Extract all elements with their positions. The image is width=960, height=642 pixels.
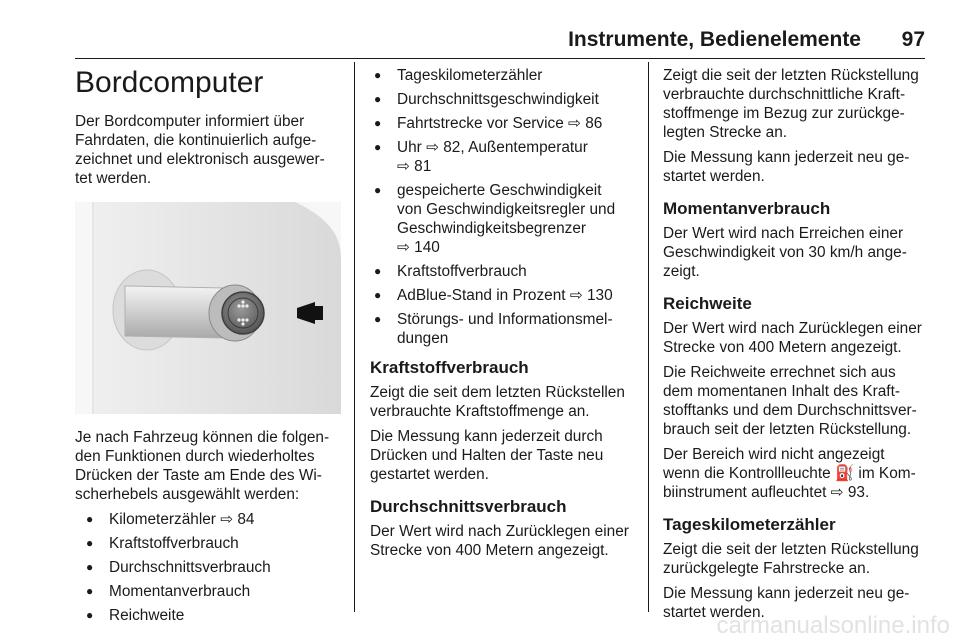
wiper-lever-drawing [75, 202, 341, 414]
paragraph: Der Wert wird nach Zurücklegen einer Strecke von 400 Metern angezeigt. [370, 523, 629, 559]
list-item: ● Tageskilometerzähler [370, 66, 640, 85]
column-divider [648, 62, 649, 612]
list-item: ● Reichweite [75, 606, 343, 625]
list-item: ● Störungs- und Informationsmel- dungen [370, 310, 640, 348]
header-title: Instrumente, Bedienelemente [568, 28, 861, 51]
subsection-heading: Tageskilometerzähler [663, 515, 836, 534]
column-1 [75, 66, 343, 634]
list-item: ● AdBlue-Stand in Prozent ⇨ 130 [370, 286, 640, 305]
list-item: ● Momentanverbrauch [75, 582, 343, 601]
paragraph: Der Wert wird nach Erreichen einer Geschwindigkeit von 30 km/h ange- zeigt. [663, 225, 907, 280]
list-item: ● Uhr ⇨ 82, Außentemperatur ⇨ 81 [370, 138, 640, 176]
list-item: ● Kraftstoffverbrauch [75, 534, 343, 553]
paragraph: Die Reichweite errechnet sich aus dem momentanen Inhalt des Kraft- stofftanks und dem Durchschnittsver- brauch seit der letzten Rückstellung. [663, 364, 917, 438]
function-list [75, 510, 343, 625]
paragraph: Zeigt die seit dem letzten Rückstellen verbrauchte Kraftstoffmenge an. [370, 384, 625, 420]
wiper-lever-illustration [75, 202, 341, 414]
paragraph: Die Messung kann jederzeit neu ge- startet werden. [663, 585, 910, 621]
column-divider [354, 62, 355, 612]
column-2 [370, 66, 640, 566]
paragraph: Zeigt die seit der letzten Rückstellung verbrauchte durchschnittliche Kraft- stoffmenge im Bezug zur zurückge- legten Strecke an. [663, 67, 919, 141]
paragraph: Der Bereich wird nicht angezeigt wenn die Kontrollleuchte ⛽ im Kom- biinstrument aufleuchtet ⇨ 93. [663, 446, 916, 501]
paragraph: Zeigt die seit der letzten Rückstellung zurückgelegte Fahrstrecke an. [663, 541, 919, 577]
paragraph: Die Messung kann jederzeit durch Drücken und Halten der Taste neu gestartet werden. [370, 428, 604, 483]
subsection-heading: Momentanverbrauch [663, 199, 831, 218]
section-heading: Bordcomputer [75, 66, 264, 99]
page-number: 97 [901, 28, 925, 51]
page-header [75, 26, 925, 60]
list-item: ● Fahrtstrecke vor Service ⇨ 86 [370, 114, 640, 133]
function-list [370, 66, 640, 348]
paragraph: Der Wert wird nach Zurücklegen einer Strecke von 400 Metern angezeigt. [663, 320, 922, 356]
intro-paragraph: Der Bordcomputer informiert über Fahrdaten, die kontinuierlich aufge- zeichnet und elektronisch ausgewer- tet werden. [75, 113, 325, 187]
list-item: ● Kilometerzähler ⇨ 84 [75, 510, 343, 529]
list-item: ● Durchschnittsgeschwindigkeit [370, 90, 640, 109]
paragraph: Die Messung kann jederzeit neu ge- startet werden. [663, 149, 910, 185]
subsection-heading: Durchschnittsverbrauch [370, 497, 567, 516]
header-rule [75, 58, 925, 59]
functions-paragraph: Je nach Fahrzeug können die folgen- den Funktionen durch wiederholtes Drücken der Taste am Ende des Wi- scherhebels ausgewählt werden: [75, 429, 330, 503]
column-3 [663, 66, 931, 628]
subsection-heading: Reichweite [663, 294, 752, 313]
list-item: ● Kraftstoffverbrauch [370, 262, 640, 281]
watermark: carmanualsonline.info [716, 612, 950, 639]
list-item: ● gespeicherte Geschwindigkeit von Geschwindigkeitsregler und Geschwindigkeitsbegrenzer ⇨ 140 [370, 181, 640, 257]
list-item: ● Durchschnittsverbrauch [75, 558, 343, 577]
subsection-heading: Kraftstoffverbrauch [370, 358, 529, 377]
